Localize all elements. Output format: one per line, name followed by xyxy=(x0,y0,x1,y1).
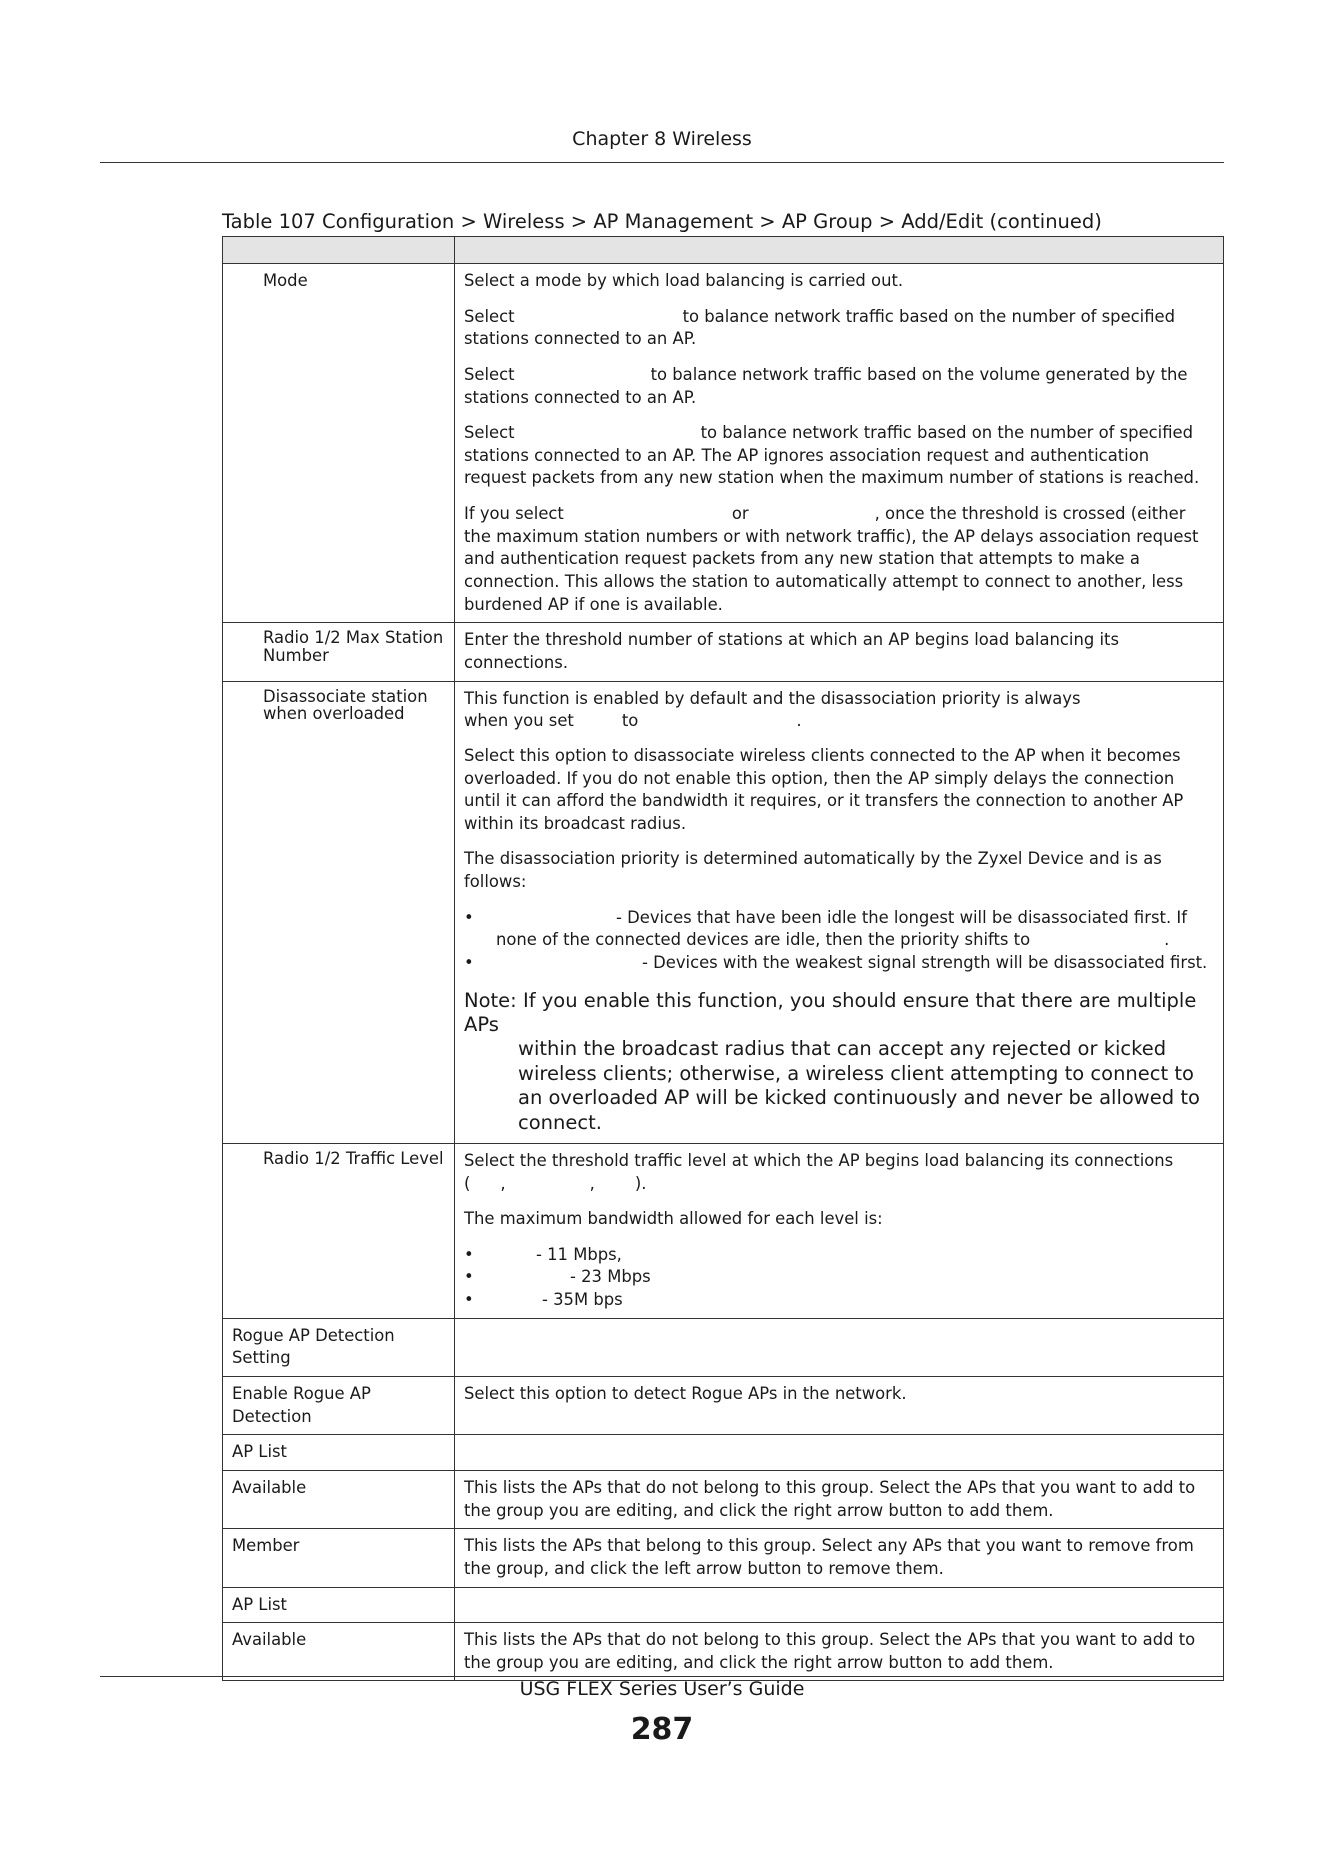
table-header-row xyxy=(223,237,1224,264)
guide-title: USG FLEX Series User’s Guide xyxy=(519,1678,805,1700)
table-caption: Table 107 Configuration > Wireless > AP Management > AP Group > Add/Edit (continued) xyxy=(222,210,1102,233)
paragraph: Select this option to disassociate wireless clients connected to the AP when it becomes overloaded. If you do not enable this option, then the AP simply delays the connection until it can afford the bandwidth it requires, or it transfers the connection to another AP within its broadcast radius. xyxy=(464,745,1184,833)
table-row-enable-rogue xyxy=(223,1377,1224,1435)
header-cell-description xyxy=(455,237,1224,264)
row-label: Disassociate station when overloaded xyxy=(223,681,455,1143)
note-text: If you enable this function, you should ensure that there are multiple APs xyxy=(464,988,1197,1037)
table-row-member xyxy=(223,1529,1224,1587)
row-description: Select this option to detect Rogue APs in the network. xyxy=(455,1377,1224,1435)
table-row-traffic-level xyxy=(223,1143,1224,1318)
row-label: Radio 1/2 Max Station Number xyxy=(223,623,455,681)
row-description xyxy=(455,681,1224,1143)
bullet-item: • - Devices with the weakest signal strength will be disassociated first. xyxy=(464,953,1208,973)
bullet-item: • - 35M bps xyxy=(464,1290,623,1310)
row-description: This lists the APs that do not belong to this group. Select the APs that you want to add to the group you are editing, and click the right arrow button to add them. xyxy=(455,1470,1224,1528)
row-description: This lists the APs that belong to this group. Select any APs that you want to remove from the group, and click the left arrow button to remove them. xyxy=(455,1529,1224,1587)
row-description xyxy=(455,1587,1224,1623)
table-row-ap-list xyxy=(223,1587,1224,1623)
row-description xyxy=(455,1143,1224,1318)
page-number: 287 xyxy=(630,1712,694,1747)
header-cell-label xyxy=(223,237,455,264)
row-description: Enter the threshold number of stations at which an AP begins load balancing its connections. xyxy=(455,623,1224,681)
paragraph: This function is enabled by default and the disassociation priority is always when you set to . xyxy=(464,688,1081,731)
row-label: AP List xyxy=(223,1587,455,1623)
row-description xyxy=(455,264,1224,623)
chapter-header: Chapter 8 Wireless xyxy=(572,128,752,150)
bullet-item: • - 23 Mbps xyxy=(464,1267,651,1287)
table-row-ap-list xyxy=(223,1435,1224,1471)
row-label: Radio 1/2 Traffic Level xyxy=(223,1143,455,1318)
table-row-rogue-setting xyxy=(223,1318,1224,1376)
footer-divider xyxy=(100,1676,1224,1677)
bullet-item: • - 11 Mbps, xyxy=(464,1244,622,1264)
note-text-continued: within the broadcast radius that can accept any rejected or kicked wireless clients; otherwise, a wireless client attempting to connect to an overloaded AP will be kicked continuously and never be allowed to connect. xyxy=(518,1037,1200,1134)
paragraph: Select to balance network traffic based on the volume generated by the stations connected to an AP. xyxy=(464,364,1188,407)
row-description: This lists the APs that do not belong to this group. Select the APs that you want to add to the group you are editing, and click the right arrow button to add them. xyxy=(455,1623,1224,1681)
note-block xyxy=(464,989,1214,1135)
row-description xyxy=(455,1318,1224,1376)
paragraph: The disassociation priority is determined automatically by the Zyxel Device and is as follows: xyxy=(464,849,1162,892)
note-label: Note: xyxy=(464,988,517,1012)
row-label: Enable Rogue AP Detection xyxy=(223,1377,455,1435)
paragraph: If you select or , once the threshold is crossed (either the maximum station numbers or with network traffic), the AP delays association request and authentication request packets from any new station that attempts to make a connection. This allows the station to automatically attempt to connect to another, less burdened AP if one is available. xyxy=(464,504,1199,614)
header-divider xyxy=(100,162,1224,163)
row-label: Mode xyxy=(223,264,455,623)
table-row-disassociate xyxy=(223,681,1224,1143)
table-row-available xyxy=(223,1470,1224,1528)
table-row-radio-max-station xyxy=(223,623,1224,681)
table-row-mode xyxy=(223,264,1224,623)
paragraph: Select to balance network traffic based on the number of specified stations connected to an AP. xyxy=(464,306,1176,349)
settings-table xyxy=(222,236,1224,1681)
paragraph: The maximum bandwidth allowed for each level is: xyxy=(464,1209,883,1229)
bullet-item: • - Devices that have been idle the longest will be disassociated first. If none of the connected devices are idle, then the priority shifts to . xyxy=(464,907,1187,950)
table-row-available xyxy=(223,1623,1224,1681)
row-label: Available xyxy=(223,1470,455,1528)
row-label: AP List xyxy=(223,1435,455,1471)
paragraph: Select a mode by which load balancing is carried out. xyxy=(464,271,904,290)
row-description xyxy=(455,1435,1224,1471)
row-label: Member xyxy=(223,1529,455,1587)
paragraph: Select the threshold traffic level at which the AP begins load balancing its connections ( , , ). xyxy=(464,1150,1174,1193)
paragraph: Select to balance network traffic based on the number of specified stations connected to an AP. The AP ignores association request and authentication request packets from any new station when the maximum number of stations is reached. xyxy=(464,423,1200,488)
row-label: Available xyxy=(223,1623,455,1681)
row-label: Rogue AP Detection Setting xyxy=(223,1318,455,1376)
